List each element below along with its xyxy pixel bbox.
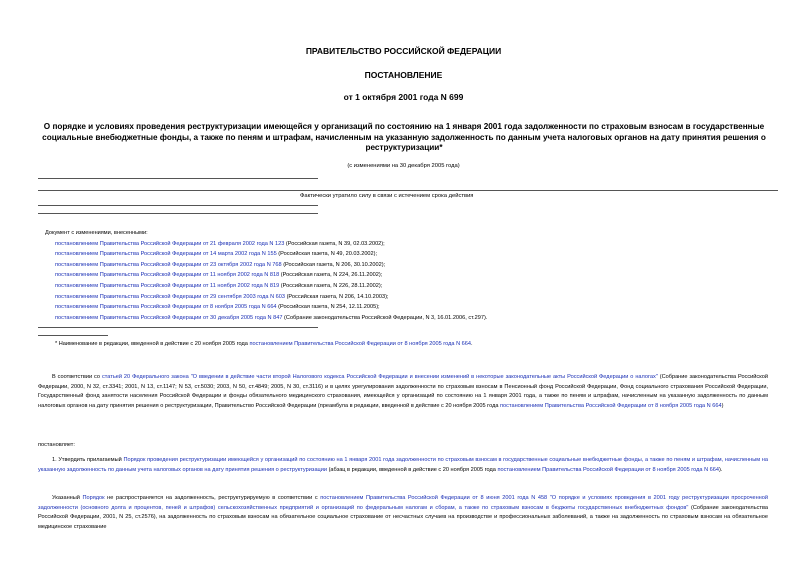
resolution-link[interactable]: постановлением Правительства Российской Федерации от 8 июня 2001 года N 458 "О порядке и условиях проведения в 2001 году реструктуризации просроченной задолженности (основного долга и процентов, пеней и штрафов) сельскохозяйственных предприятий и организаций по федеральным налогам и сборам, а также по страховым взносам в бюджеты государственных внебюджетных фондов" xyxy=(38,495,769,511)
amendment-link[interactable]: постановлением Правительства Российской Федерации от 29 сентября 2003 года N 603 xyxy=(55,293,286,300)
resolution-link[interactable]: постановлением Правительства Российской Федерации от 8 ноября 2005 года N 664 xyxy=(497,466,719,473)
procedure-link[interactable]: Порядок xyxy=(82,495,105,501)
list-item: постановлением Правительства Российской Федерации от 8 ноября 2005 года N 664 (Российская газета, N 254, 12.11.2005); xyxy=(55,304,380,311)
amendment-link[interactable]: постановлением Правительства Российской Федерации от 23 октября 2002 года N 768 xyxy=(55,261,282,268)
decree-word: постановляет: xyxy=(38,442,75,448)
amendment-link[interactable]: постановлением Правительства Российской Федерации от 11 ноября 2002 года N 819 xyxy=(55,282,280,289)
list-item: постановлением Правительства Российской Федерации от 11 ноября 2002 года N 818 (Российская газета, N 224, 26.11.2002); xyxy=(55,272,383,279)
changes-note: (с изменениями на 30 декабря 2005 года) xyxy=(347,163,460,169)
law-link[interactable]: статьей 20 Федерального закона "О введении в действие части второй Налогового кодекса Российской Федерации и внесении изменений в некоторые законодательные акты Российской Федерации о налогах" xyxy=(101,374,658,380)
clause-1-paragraph: 1. Утвердить прилагаемый Порядок проведения реструктуризации имеющейся у организаций по состоянию на 1 января 2001 года задолженности по страховым взносам в государственные социальные внебюджетные фонды, а также по пеням и штрафам, начисленным на указанную задолженность по данным учета налоговых органов на дату принятия решения о реструктуризации (абзац в редакции, введенной в действие с 20 ноября 2005 года постановлением Правительства Российской Федерации от 8 ноября 2005 года N 664). xyxy=(38,457,768,473)
government-name: ПРАВИТЕЛЬСТВО РОССИЙСКОЙ ФЕДЕРАЦИИ xyxy=(305,46,502,56)
procedure-link[interactable]: Порядок проведения реструктуризации имеющейся у организаций по состоянию на 1 января 2001 года задолженности по страховым взносам в государственные социальные внебюджетные фонды, а также по пеням и штрафам, начисленным на указанную задолженность по данным учета налоговых органов на дату принятия решения о реструктуризации xyxy=(38,457,768,473)
list-item: постановлением Правительства Российской Федерации от 11 ноября 2002 года N 819 (Российская газета, N 226, 28.11.2002); xyxy=(55,282,383,289)
list-item: постановлением Правительства Российской Федерации от 23 октября 2002 года N 768 (Российская газета, N 206, 30.10.2002); xyxy=(55,261,386,268)
amendment-link[interactable]: постановлением Правительства Российской Федерации от 21 февраля 2002 года N 123 xyxy=(55,240,285,247)
divider xyxy=(38,205,318,206)
document-title: О порядке и условиях проведения реструктуризации имеющейся у организаций по состоянию на 1 января 2001 года задолженности по страховым взносам в государственные социальные внебюджетные фонды, а также по пеням и штрафам, начисленным на указанную задолженность по данным учета налоговых органов на дату принятия решения о реструктуризации* xyxy=(42,122,766,152)
list-item: постановлением Правительства Российской Федерации от 14 марта 2002 года N 155 (Российская газета, N 49, 20.03.2002); xyxy=(55,251,378,258)
amendment-link[interactable]: постановлением Правительства Российской Федерации от 30 декабря 2005 года N 847 xyxy=(55,314,283,321)
amendments-list xyxy=(45,228,487,323)
list-item: постановлением Правительства Российской Федерации от 21 февраля 2002 года N 123 (Российская газета, N 39, 02.03.2002); xyxy=(55,240,385,247)
footnote-link[interactable]: постановлением Правительства Российской Федерации от 8 ноября 2005 года N 664 xyxy=(249,341,471,347)
amendments-heading: Документ с изменениями, внесенными: xyxy=(45,230,148,236)
amendment-link[interactable]: постановлением Правительства Российской Федерации от 11 ноября 2002 года N 818 xyxy=(55,272,280,279)
document-date: от 1 октября 2001 года N 699 xyxy=(343,92,464,102)
divider xyxy=(38,178,318,179)
scope-paragraph: Указанный Порядок не распространяется на задолженность, реструктурируемую в соответствии с постановлением Правительства Российской Федерации от 8 июня 2001 года N 458 "О порядке и условиях проведения в 2001 году реструктуризации просроченной задолженности (основного долга и процентов, пеней и штрафов) сельскохозяйственных предприятий и организаций по федеральным налогам и сборам, а также по страховым взносам в бюджеты государственных внебюджетных фондов" (Собрание законодательства Российской Федерации, 2001, N 25, ст.2576), на задолженность по страховым взносам на обязательное социальное страхование от несчастных случаев на производстве и профессиональных заболеваний, а также на задолженность по страховым взносам на обязательное медицинское страхование xyxy=(38,495,769,530)
divider xyxy=(38,190,778,191)
list-item: постановлением Правительства Российской Федерации от 29 сентября 2003 года N 603 (Российская газета, N 206, 14.10.2003); xyxy=(55,293,389,300)
divider xyxy=(38,213,318,214)
divider xyxy=(38,327,318,328)
resolution-link[interactable]: постановлением Правительства Российской Федерации от 8 ноября 2005 года N 664 xyxy=(500,402,722,409)
document-type: ПОСТАНОВЛЕНИЕ xyxy=(364,70,443,80)
amendment-link[interactable]: постановлением Правительства Российской Федерации от 8 ноября 2005 года N 664 xyxy=(55,304,277,311)
preamble-paragraph: В соответствии со статьей 20 Федерального закона "О введении в действие части второй Налогового кодекса Российской Федерации и внесении изменений в некоторые законодательные акты Российской Федерации о налогах" (Собрание законодательства Российской Федерации, 2000, N 32, ст.3341; 2001, N 13, ст.1147; N 53, ст.5030; 2003, N 50, ст.4849; 2005, N 30, ст.3116) и в целях урегулирования задолженности по страховым взносам в Пенсионный фонд Российской Федерации, Фонд социального страхования Российской Федерации, Государственный фонд занятости населения Российской Федерации и фонды обязательного медицинского страхования, имеющейся у организаций по состоянию на 1 января 2001 года, а также по пеням и штрафам, начисленным на указанную задолженность по данным налоговых органов на дату принятия решения о реструктуризации, Правительство Российской Федерации (преамбула в редакции, введенной в действие с 20 ноября 2005 года постановлением Правительства Российской Федерации от 8 ноября 2005 года N 664) xyxy=(38,374,768,409)
amendment-link[interactable]: постановлением Правительства Российской Федерации от 14 марта 2002 года N 155 xyxy=(55,251,277,258)
lost-force-note: Фактически утратило силу в связи с истечением срока действия xyxy=(300,193,474,199)
footnote: * Наименование в редакции, введенной в действие с 20 ноября 2005 года постановлением Правительства Российской Федерации от 8 ноября 2005 года N 664. xyxy=(55,341,473,347)
footnote-divider xyxy=(38,335,108,336)
list-item: постановлением Правительства Российской Федерации от 30 декабря 2005 года N 847 (Собрание законодательства Российской Федерации, N 3, 16.01.2006, ст.297). xyxy=(55,314,488,321)
